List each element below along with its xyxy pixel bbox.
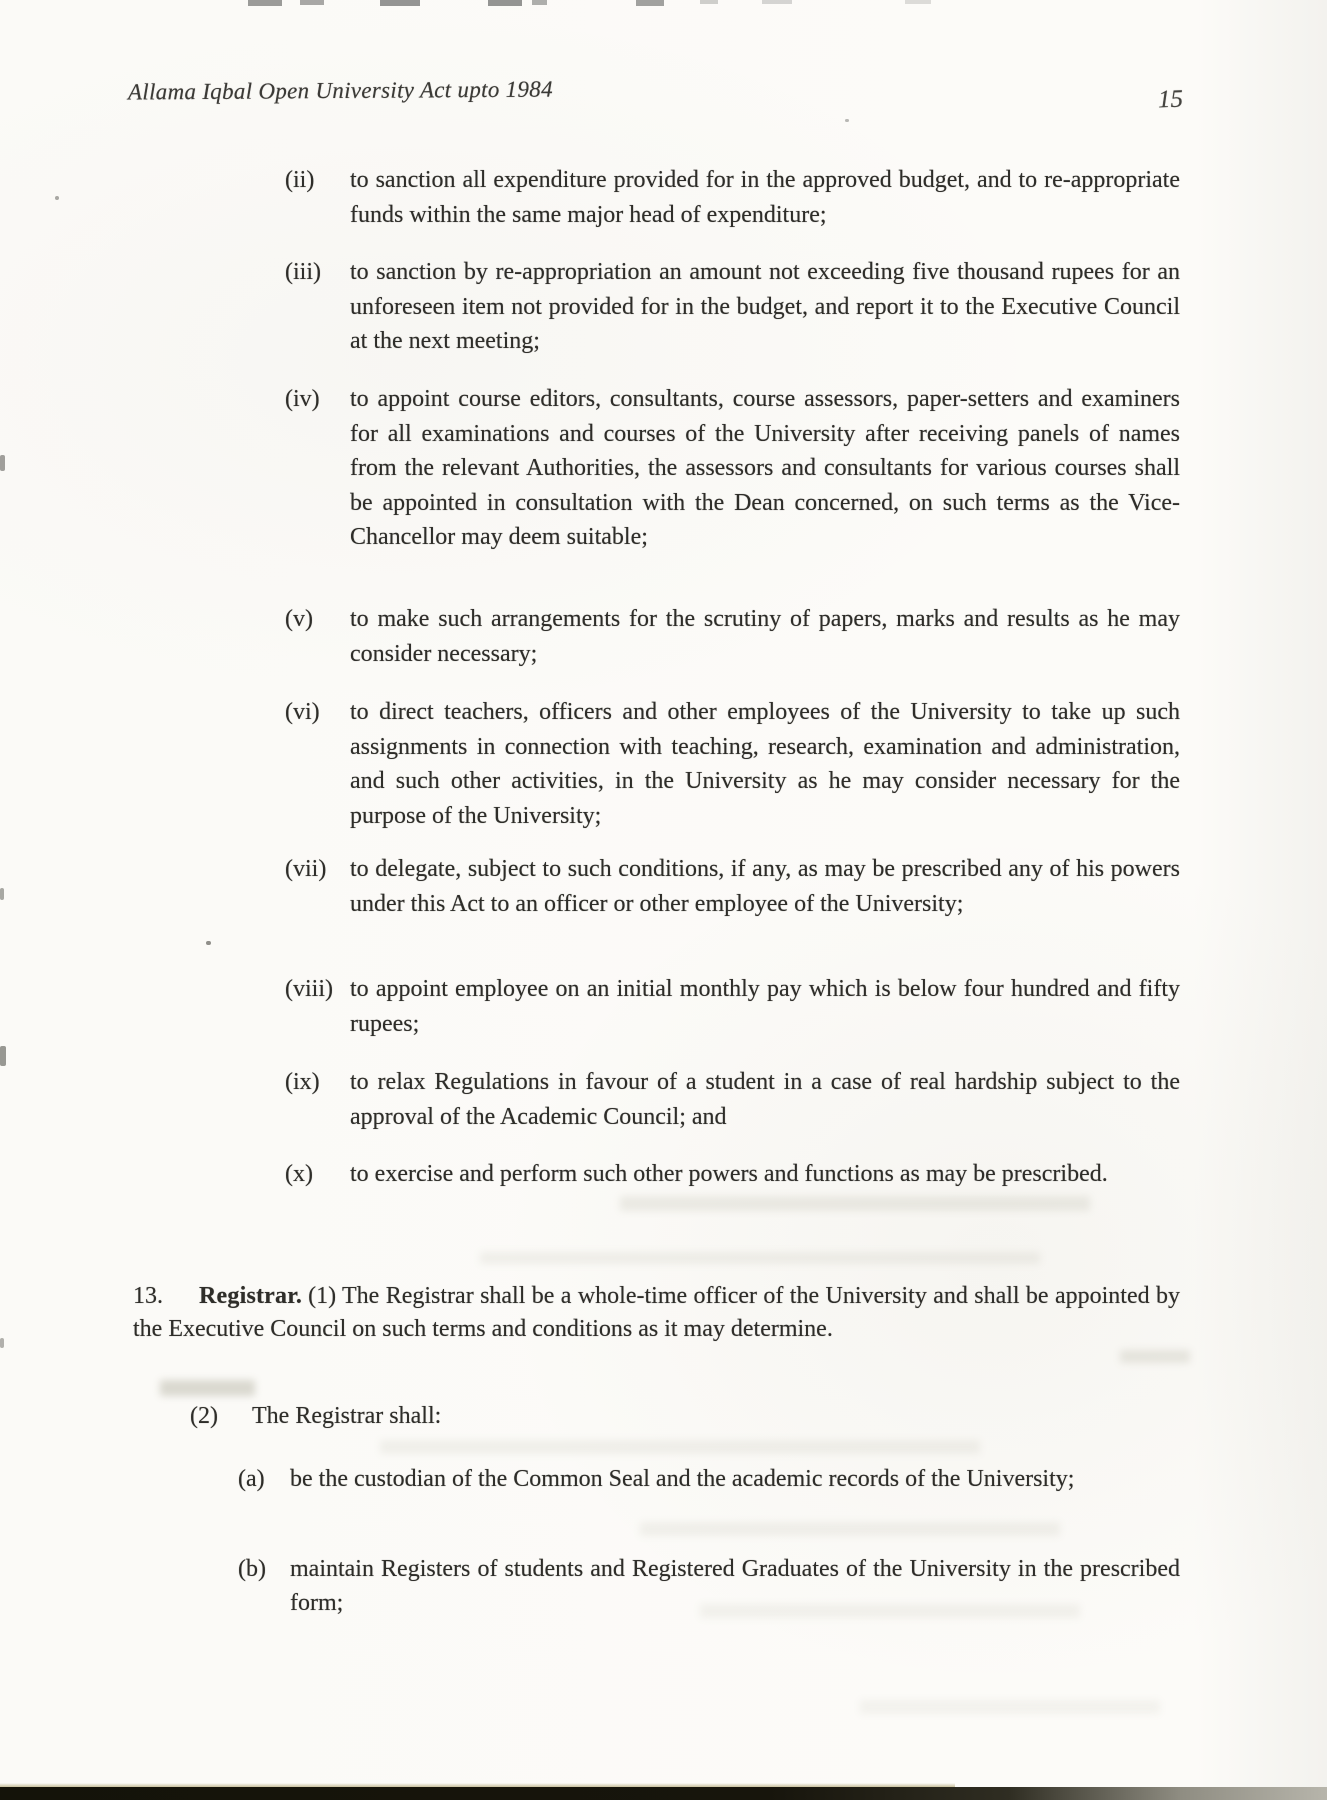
clause-number: (vi)	[285, 699, 320, 725]
scan-speck	[55, 196, 59, 200]
running-header-title: Allama Iqbal Open University Act upto 1984	[127, 76, 553, 105]
ghost-smudge	[620, 1196, 1090, 1211]
scan-speck	[0, 455, 5, 471]
item-text: be the custodian of the Common Seal and the academic records of the University;	[290, 1466, 1075, 1492]
page-number: 15	[1157, 85, 1184, 114]
section-13-paragraph	[133, 1280, 1180, 1345]
item-number: (b)	[238, 1556, 266, 1582]
clause-ix	[285, 1065, 1180, 1134]
ghost-smudge	[640, 1522, 1060, 1536]
clause-vi	[285, 695, 1180, 833]
subsection-2	[190, 1400, 441, 1433]
clause-x	[285, 1157, 1180, 1192]
clause-text: to exercise and perform such other powers and functions as may be prescribed.	[350, 1161, 1108, 1187]
subsection-number: (2)	[190, 1403, 218, 1429]
scan-speck	[845, 119, 849, 122]
item-a	[238, 1462, 1180, 1496]
section-heading: Registrar.	[199, 1283, 303, 1309]
clause-text: to sanction all expenditure provided for in the approved budget, and to re-appropriate funds within the same major head of expenditure;	[350, 167, 1180, 228]
ghost-smudge	[700, 1604, 1080, 1618]
scan-artifact-top-edge	[0, 0, 1327, 8]
clause-text: to appoint course editors, consultants, course assessors, paper-setters and examiners for all examinations and courses of the University after receiving panels of names from the relevant Authorities, the assessors and consultants for various courses shall be appointed in consultation with the Dean concerned, on such terms as the Vice-Chancellor may deem suitable;	[350, 386, 1180, 550]
ghost-smudge	[480, 1252, 1040, 1264]
item-text: maintain Registers of students and Registered Graduates of the University in the prescribed form;	[290, 1556, 1180, 1616]
clause-number: (v)	[285, 606, 313, 632]
ghost-smudge	[380, 1440, 980, 1454]
subsection-text: The Registrar shall:	[252, 1403, 442, 1429]
clause-text: to sanction by re-appropriation an amount not exceeding five thousand rupees for an unforeseen item not provided for in the budget, and report it to the Executive Council at the next meeting;	[350, 259, 1180, 354]
clause-iii	[285, 255, 1180, 359]
clause-number: (viii)	[285, 976, 333, 1002]
item-number: (a)	[238, 1466, 265, 1492]
ghost-smudge	[860, 1700, 1160, 1714]
clause-viii	[285, 972, 1180, 1041]
clause-number: (ii)	[285, 167, 315, 193]
clause-text: to appoint employee on an initial monthly pay which is below four hundred and fifty rupees;	[350, 976, 1180, 1037]
scan-speck	[206, 941, 211, 945]
clause-number: (vii)	[285, 856, 327, 882]
clause-number: (iv)	[285, 386, 320, 412]
clause-number: (ix)	[285, 1069, 320, 1095]
scan-speck	[0, 1338, 4, 1348]
ghost-smudge	[160, 1380, 255, 1396]
section-body: (1) The Registrar shall be a whole-time officer of the University and shall be appointed by the Executive Council on such terms and conditions as it may determine.	[133, 1283, 1180, 1342]
scan-speck	[0, 1046, 6, 1066]
clause-vii	[285, 852, 1180, 921]
ghost-smudge	[1120, 1350, 1190, 1363]
clause-text: to make such arrangements for the scrutiny of papers, marks and results as he may consider necessary;	[350, 606, 1180, 667]
scan-speck	[0, 888, 4, 900]
clause-text: to relax Regulations in favour of a student in a case of real hardship subject to the approval of the Academic Council; and	[350, 1069, 1180, 1130]
clause-number: (iii)	[285, 259, 321, 285]
clause-iv	[285, 382, 1180, 555]
clause-text: to delegate, subject to such conditions, if any, as may be prescribed any of his powers under this Act to an officer or other employee of the University;	[350, 856, 1180, 917]
clause-number: (x)	[285, 1161, 313, 1187]
clause-text: to direct teachers, officers and other employees of the University to take up such assignments in connection with teaching, research, examination and administration, and such other activities, in the University as he may consider necessary for the purpose of the University;	[350, 699, 1180, 829]
clause-ii	[285, 163, 1180, 232]
section-number: 13.	[133, 1283, 163, 1309]
clause-v	[285, 602, 1180, 671]
scan-artifact-bottom-edge	[0, 1787, 1327, 1800]
